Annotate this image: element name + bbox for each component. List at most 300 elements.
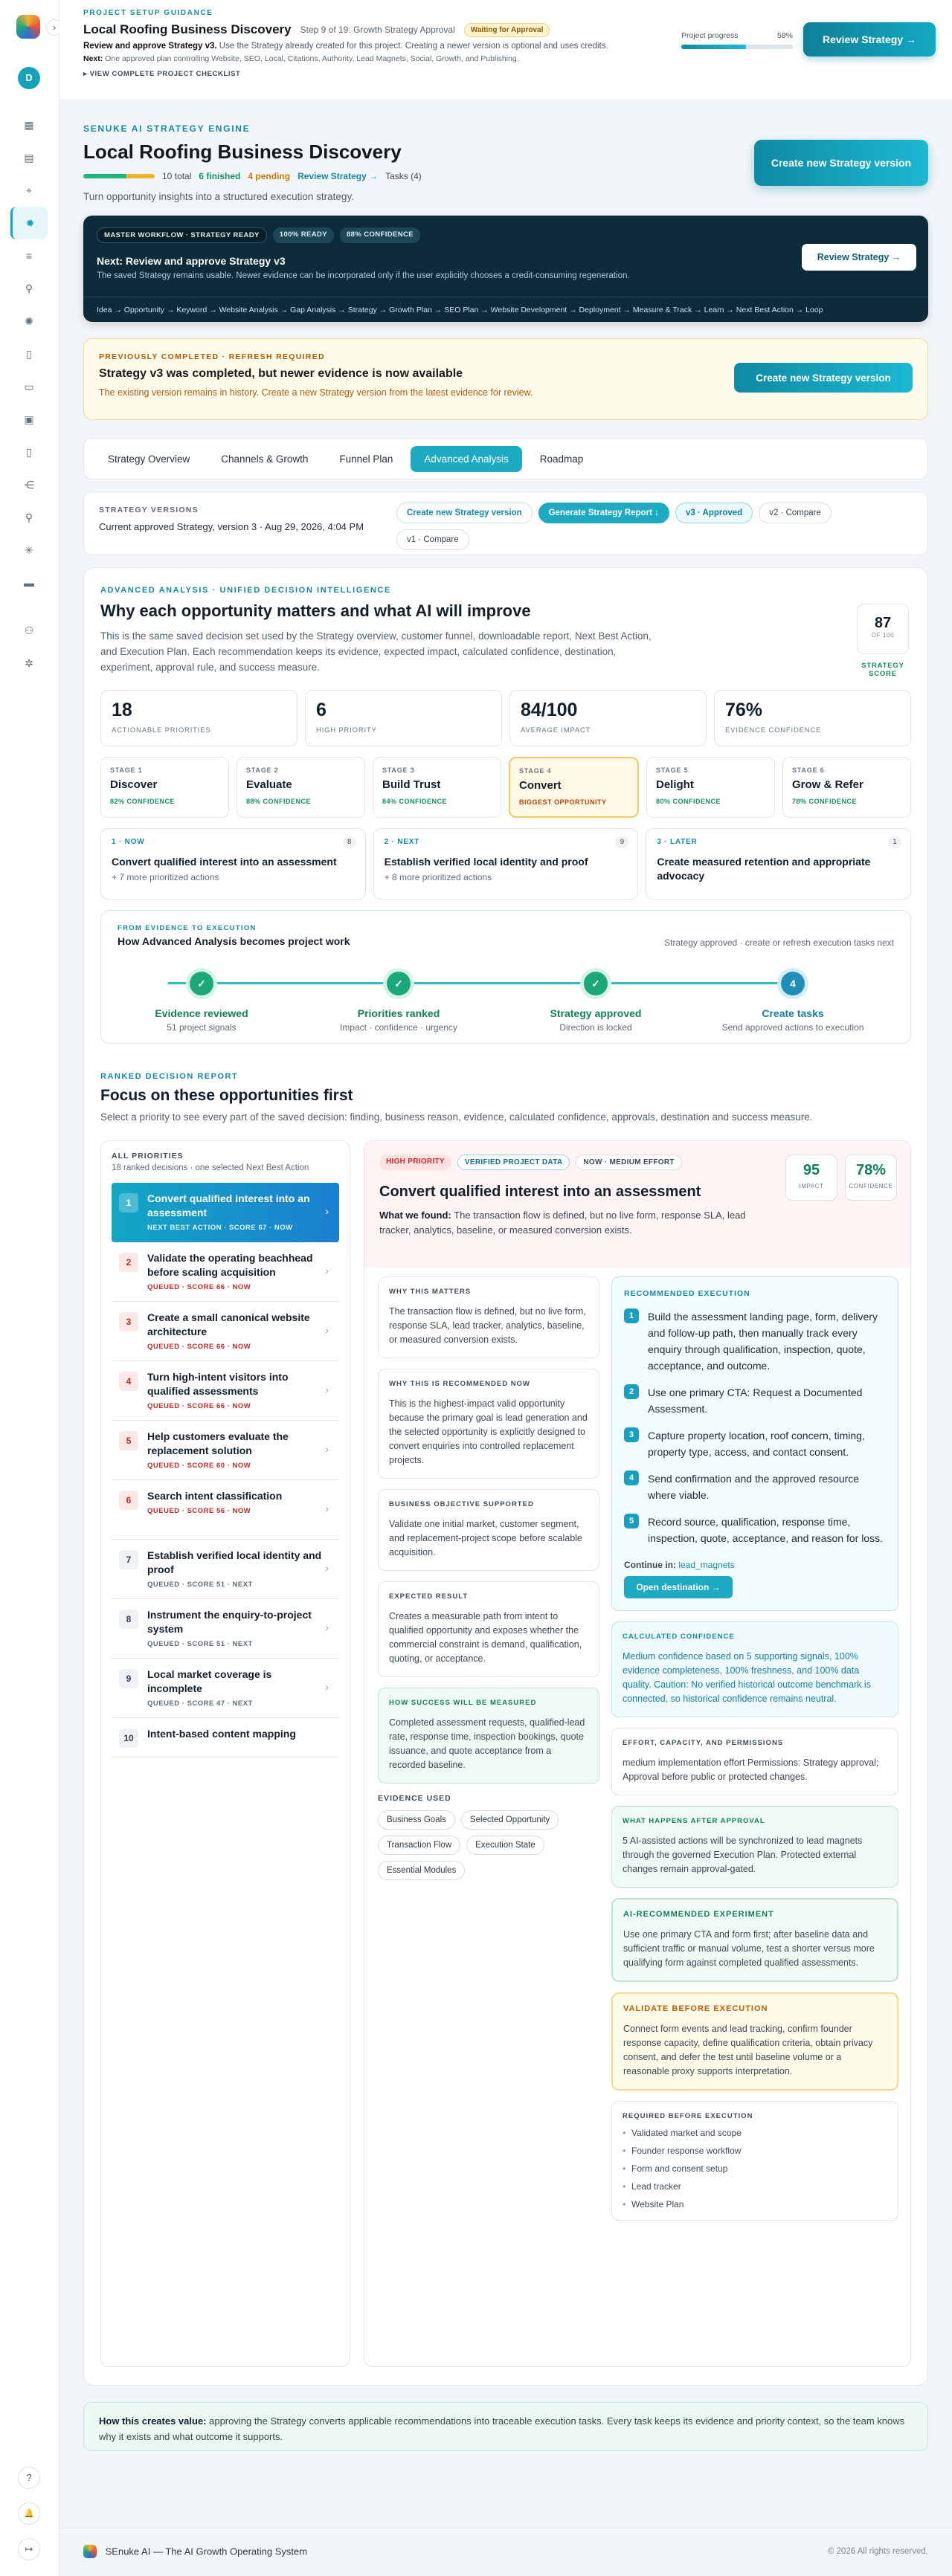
version-v1-chip[interactable]: v1 · Compare: [396, 529, 469, 550]
priority-title: Convert qualified interest into an assessment: [147, 1192, 310, 1218]
stage-name: Delight: [656, 778, 694, 791]
list-item[interactable]: [112, 1659, 339, 1718]
flow-step-desc: Direction is locked: [559, 1022, 632, 1033]
priority-meta: QUEUED · SCORE 66 · NOW: [147, 1343, 251, 1351]
sidebar-item-ai[interactable]: [10, 305, 48, 338]
chevron-right-icon: ›: [325, 1324, 329, 1336]
list-item[interactable]: [112, 1421, 339, 1480]
list-item[interactable]: [112, 1718, 339, 1757]
flow-status: Strategy approved · create or refresh execution tasks next: [664, 937, 894, 948]
horizon-title: Convert qualified interest into an assessment: [112, 856, 337, 868]
kpi-value: 76%: [725, 700, 763, 720]
kpi-row: [100, 690, 911, 746]
refresh-create-version-button[interactable]: Create new Strategy version: [734, 363, 913, 393]
guidance-description: Review and approve Strategy v3. Use the Strategy already created for this project. Creating a newer version is optional and uses credits.: [83, 42, 608, 51]
report-title: Focus on these opportunities first: [100, 1087, 353, 1104]
score-label: STRATEGY SCORE: [861, 662, 904, 678]
card-body: medium implementation effort Permissions: Strategy approval; Approval before public or protected changes.: [623, 1757, 879, 1782]
evidence-chip[interactable]: Transaction Flow: [378, 1836, 460, 1855]
create-strategy-version-button[interactable]: Create new Strategy version: [754, 140, 928, 186]
data-source-tag: VERIFIED PROJECT DATA: [457, 1155, 570, 1170]
kpi-card: [714, 690, 911, 746]
kpi-label: HIGH PRIORITY: [316, 726, 377, 735]
notifications-button[interactable]: [18, 2502, 40, 2525]
stage-name: Convert: [519, 779, 562, 792]
kpi-card: [100, 690, 298, 746]
brand-logo[interactable]: [16, 15, 40, 39]
confidence-label: CONFIDENCE: [849, 1183, 893, 1189]
view-checklist-link[interactable]: ▸ VIEW COMPLETE PROJECT CHECKLIST: [83, 70, 241, 78]
tab-channels-growth[interactable]: Channels & Growth: [208, 446, 321, 472]
card-heading: WHAT HAPPENS AFTER APPROVAL: [623, 1817, 765, 1825]
tab-funnel-plan[interactable]: Funnel Plan: [326, 446, 406, 472]
sidebar-item-dashboard[interactable]: [10, 109, 48, 141]
after-approval-card: [611, 1806, 898, 1888]
open-destination-button[interactable]: Open destination →: [624, 1576, 733, 1598]
sidebar-item-documents[interactable]: [10, 338, 48, 370]
card-body: Connect form events and lead tracking, confirm founder response capacity, define qualification criteria, obtain privacy consent, and defer the test until baseline volume or a reasonable proxy supports interpretation.: [623, 2024, 873, 2076]
priority-meta: QUEUED · SCORE 51 · NEXT: [147, 1640, 253, 1648]
search-icon: ⚲: [25, 282, 33, 294]
priority-meta: QUEUED · SCORE 51 · NEXT: [147, 1581, 253, 1589]
footer-copyright: © 2026 All rights reserved.: [827, 2547, 928, 2556]
sidebar-item-website[interactable]: [10, 403, 48, 436]
kpi-value: 6: [316, 700, 327, 720]
sidebar-item-team[interactable]: [10, 614, 48, 647]
check-icon: ✓: [584, 972, 608, 995]
priority-list-subtitle: 18 ranked decisions · one selected Next Best Action: [112, 1163, 309, 1172]
card-body: 5 AI-assisted actions will be synchronized to lead magnets through the governed Execution Plan. Protected external changes remain approval-gated.: [623, 1836, 863, 1874]
ready-pill: 100% READY: [273, 227, 334, 243]
evidence-chip[interactable]: Selected Opportunity: [461, 1810, 559, 1830]
sidebar-item-automation[interactable]: [10, 534, 48, 566]
versions-create-button[interactable]: Create new Strategy version: [396, 503, 533, 523]
version-v2-chip[interactable]: v2 · Compare: [759, 503, 832, 523]
detail-title: Convert qualified interest into an assessment: [379, 1184, 701, 1200]
kpi-card: [509, 690, 707, 746]
card-body: Creates a measurable path from intent to qualified opportunity and exposes whether the commercial constraint is demand, qualification, quoting, or acceptance.: [389, 1611, 582, 1664]
progress-bar: [681, 45, 793, 49]
requirement-item: • Founder response workflow: [623, 2146, 887, 2156]
workflow-pill: MASTER WORKFLOW · STRATEGY READY: [97, 227, 267, 243]
card-body: The transaction flow is defined, but no live form, response SLA, lead tracker, analytics, baseline, or measured conversion exists.: [389, 1306, 586, 1345]
horizon-next[interactable]: [373, 828, 639, 900]
engine-eyebrow: SENUKE AI STRATEGY ENGINE: [83, 123, 251, 134]
impact-value: 95: [803, 1162, 820, 1178]
priority-meta: QUEUED · SCORE 47 · NEXT: [147, 1699, 253, 1708]
advanced-description: This is the same saved decision set used by the Strategy overview, customer funnel, downloadable report, Next Best Action, and Execution Plan. Each recommendation keeps its evidence, expected impact, calculated confidence, destination, experiment, approval rule, and success measure.: [100, 630, 652, 673]
priority-list-title: ALL PRIORITIES: [112, 1152, 184, 1161]
card-heading: RECOMMENDED EXECUTION: [624, 1289, 750, 1298]
guidance-eyebrow: PROJECT SETUP GUIDANCE: [83, 9, 213, 17]
workflow-chain: Idea → Opportunity → Keyword → Website Analysis → Gap Analysis → Strategy → Growth Plan → SEO Plan → Website Development → Deployment → Measure & Track → Learn → Next Best Action → Loop: [83, 297, 928, 322]
evidence-chips: [378, 1810, 599, 1880]
gear-icon: ✳: [25, 543, 33, 556]
card-heading: EFFORT, CAPACITY, AND PERMISSIONS: [623, 1739, 784, 1747]
priority-rank: 3: [119, 1312, 138, 1331]
flow-step-desc: Send approved actions to execution: [721, 1022, 864, 1033]
sidebar-nav: [10, 109, 48, 679]
card-heading: EXPECTED RESULT: [389, 1592, 469, 1601]
chevron-right-icon: ›: [325, 1205, 329, 1217]
advanced-title: Why each opportunity matters and what AI will improve: [100, 601, 531, 620]
master-description: The saved Strategy remains usable. Newer evidence can be incorporated only if the user explicitly chooses a credit-consuming regeneration.: [97, 271, 630, 280]
setup-guidance-bar: [60, 0, 952, 100]
step-number: 1: [624, 1308, 639, 1323]
required-card: [611, 2101, 898, 2221]
folder-icon: ▤: [24, 151, 34, 164]
priority-title: Establish verified local identity and proof: [147, 1549, 322, 1575]
strategy-score: [855, 604, 911, 678]
report-icon: ▭: [24, 380, 34, 393]
master-workflow-panel: [83, 216, 928, 322]
priority-title: Create a small canonical website architecture: [147, 1311, 310, 1337]
settings-icon: ✲: [25, 656, 33, 669]
card-body: This is the highest-impact valid opportunity because the primary goal is lead generation and the selected opportunity is explicitly designed to convert enquiries into controlled replacement projects.: [389, 1398, 588, 1465]
user-key-icon: ⚇: [24, 624, 34, 636]
flow-step-name: Evidence reviewed: [155, 1007, 248, 1019]
sidebar-item-share[interactable]: [10, 468, 48, 501]
stage-card-convert[interactable]: [509, 757, 639, 818]
stage-card-delight[interactable]: [646, 757, 775, 818]
sidebar-toggle-button[interactable]: ›: [46, 19, 62, 36]
refresh-required-banner: [83, 338, 928, 420]
priority-rank: 4: [119, 1372, 138, 1391]
main-content: [83, 123, 928, 2451]
stage-confidence: 80% CONFIDENCE: [656, 798, 721, 805]
stage-key: STAGE 4: [519, 767, 552, 775]
strategy-icon: ✹: [25, 216, 35, 229]
horizon-title: Create measured retention and appropriate advocacy: [657, 856, 871, 882]
card-heading: CALCULATED CONFIDENCE: [623, 1633, 735, 1641]
current-version-text: Current approved Strategy, version 3 · Aug 29, 2026, 4:04 PM: [99, 521, 364, 532]
kpi-label: AVERAGE IMPACT: [521, 726, 591, 735]
evidence-to-execution: [100, 910, 911, 1044]
execution-step: Use one primary CTA: Request a Documented Assessment.: [648, 1387, 863, 1415]
horizon-count: 8: [343, 836, 356, 848]
flow-step-desc: Impact · confidence · urgency: [339, 1022, 458, 1033]
requirements-list: [623, 2128, 887, 2209]
sidebar-item-billing[interactable]: [10, 566, 48, 599]
sidebar-item-projects[interactable]: [10, 141, 48, 174]
priority-list: [100, 1140, 350, 2367]
tab-advanced-analysis[interactable]: Advanced Analysis: [411, 446, 521, 472]
stage-card-build-trust[interactable]: [373, 757, 501, 818]
dashboard-icon: ▦: [24, 118, 34, 131]
flow-eyebrow: FROM EVIDENCE TO EXECUTION: [118, 924, 257, 932]
continue-target-link[interactable]: lead_magnets: [678, 1560, 735, 1570]
evidence-heading: EVIDENCE USED: [378, 1794, 451, 1803]
list-item[interactable]: [112, 1183, 339, 1242]
priority-title: Turn high-intent visitors into qualified assessments: [147, 1371, 289, 1397]
horizon-key: 1 · NOW: [112, 838, 145, 846]
sidebar-item-local[interactable]: [10, 174, 48, 207]
priority-meta: QUEUED · SCORE 56 · NOW: [147, 1507, 251, 1515]
funnel-stages: [100, 757, 911, 818]
project-progress: [681, 31, 793, 49]
stage-name: Discover: [110, 778, 158, 791]
why-matters-card: [378, 1276, 599, 1358]
evidence-chip[interactable]: Essential Modules: [378, 1861, 465, 1880]
card-heading: VALIDATE BEFORE EXECUTION: [623, 2004, 768, 2013]
bell-icon: 🔔: [24, 2509, 34, 2518]
refresh-title: Strategy v3 was completed, but newer evidence is now available: [99, 367, 463, 380]
priority-meta: NEXT BEST ACTION · SCORE 67 · NOW: [147, 1224, 293, 1232]
sidebar-item-research[interactable]: [10, 501, 48, 534]
list-item[interactable]: [112, 1302, 339, 1361]
priority-meta: QUEUED · SCORE 60 · NOW: [147, 1462, 251, 1470]
score-value: 87: [874, 615, 892, 631]
stage-key: STAGE 2: [246, 766, 279, 774]
execution-step: Capture property location, roof concern, timing, property type, access, and contact consent.: [648, 1430, 865, 1458]
horizon-count: 1: [888, 836, 901, 848]
check-icon: ✓: [190, 972, 213, 995]
horizon-now[interactable]: [100, 828, 366, 900]
tab-strategy-overview[interactable]: Strategy Overview: [94, 446, 203, 472]
help-button[interactable]: ?: [18, 2467, 40, 2489]
priority-rank: 1: [119, 1193, 138, 1213]
step-number: 2: [624, 1384, 639, 1399]
priority-rank: 10: [119, 1728, 138, 1748]
list-item[interactable]: [112, 1242, 339, 1302]
step-number: 4: [624, 1471, 639, 1485]
chevron-right-icon: ›: [325, 1502, 329, 1514]
review-strategy-button[interactable]: Review Strategy →: [803, 22, 936, 57]
evidence-chip[interactable]: Business Goals: [378, 1810, 455, 1830]
page-title: Local Roofing Business Discovery: [83, 141, 402, 163]
flow-step-approved: [533, 972, 659, 1033]
sidebar-item-content[interactable]: [10, 436, 48, 468]
master-review-button[interactable]: Review Strategy →: [802, 244, 916, 271]
sparkle-icon: ✺: [25, 314, 33, 327]
success-measure-card: [378, 1688, 599, 1783]
calculated-confidence-card: [611, 1621, 898, 1717]
stage-key: STAGE 5: [656, 766, 689, 774]
detail-left-column: [378, 1276, 599, 2231]
pending-count: 4 pending: [248, 171, 291, 181]
flow-step-name: Strategy approved: [550, 1007, 642, 1019]
card-body: Use one primary CTA and form first; after baseline data and sufficient traffic or manual volume, test a shorter versus more qualifying form against completed qualified assessments.: [623, 1929, 875, 1968]
chevron-right-icon: ›: [325, 1681, 329, 1693]
location-pin-icon: ⌖: [26, 184, 32, 196]
recommended-now-card: [378, 1369, 599, 1479]
execution-step: Record source, qualification, response time, inspection, quote, acceptance, and reason for loss.: [648, 1516, 883, 1544]
list-icon: ≡: [25, 250, 33, 262]
hero-subtitle: Turn opportunity insights into a structured execution strategy.: [83, 191, 354, 202]
flow-step-create-tasks[interactable]: [718, 972, 867, 1033]
kpi-value: 84/100: [521, 700, 578, 720]
status-badge: Waiting for Approval: [464, 23, 550, 37]
avatar[interactable]: D: [18, 67, 40, 89]
generate-report-button[interactable]: Generate Strategy Report ↓: [538, 503, 669, 523]
sidebar-item-strategy[interactable]: [10, 207, 48, 239]
review-strategy-link[interactable]: Review Strategy →: [298, 171, 379, 181]
tasks-link[interactable]: Tasks (4): [385, 171, 422, 181]
page-icon: ▯: [26, 445, 32, 458]
card-icon: ▬: [24, 577, 34, 589]
card-heading: AI-RECOMMENDED EXPERIMENT: [623, 1910, 774, 1919]
list-item[interactable]: [112, 1480, 339, 1540]
kpi-value: 18: [112, 700, 132, 720]
stage-confidence: 78% CONFIDENCE: [792, 798, 858, 805]
priority-title: Search intent classification: [147, 1490, 283, 1502]
advanced-eyebrow: ADVANCED ANALYSIS · UNIFIED DECISION INTELLIGENCE: [100, 586, 391, 595]
master-title: Next: Review and approve Strategy v3: [97, 255, 286, 267]
progress-label: Project progress: [681, 31, 739, 40]
guidance-next: Next: One approved plan controlling Website, SEO, Local, Citations, Authority, Lead Magnets, Social, Growth, and Publishing.: [83, 54, 519, 63]
stage-name: Evaluate: [246, 778, 292, 791]
stage-confidence: 82% CONFIDENCE: [110, 798, 176, 805]
versions-eyebrow: STRATEGY VERSIONS: [99, 506, 199, 514]
step-number: 4: [781, 972, 805, 995]
priority-rank: 2: [119, 1253, 138, 1272]
strategy-tabs: [83, 438, 928, 480]
detail-finding: What we found: The transaction flow is defined, but no live form, response SLA, lead tracker, analytics, baseline, or measured conversion exists.: [379, 1210, 746, 1236]
stage-card-evaluate[interactable]: [237, 757, 365, 818]
expected-result-card: [378, 1581, 599, 1677]
sidebar-item-settings[interactable]: [10, 647, 48, 679]
flow-step-name: Priorities ranked: [357, 1007, 440, 1019]
card-body: Validate one initial market, customer segment, and replacement-project scope before scalable acquisition.: [389, 1519, 582, 1557]
stage-key: STAGE 6: [792, 766, 825, 774]
logout-button[interactable]: [18, 2538, 40, 2560]
execution-step: Send confirmation and the approved resource where viable.: [648, 1473, 860, 1501]
flow-step-evidence: [138, 972, 265, 1033]
list-item[interactable]: [112, 1361, 339, 1421]
version-v3-chip[interactable]: v3 · Approved: [675, 503, 753, 523]
card-heading: BUSINESS OBJECTIVE SUPPORTED: [389, 1500, 534, 1508]
horizon-key: 3 · LATER: [657, 838, 698, 846]
flow-step-desc: 51 project signals: [167, 1022, 237, 1033]
effort-tag: NOW · MEDIUM EFFORT: [576, 1155, 681, 1170]
flow-step-priorities: [335, 972, 462, 1033]
check-icon: ✓: [387, 972, 411, 995]
requirement-item: • Validated market and scope: [623, 2128, 887, 2138]
score-of: OF 100: [871, 632, 895, 639]
card-heading: WHY THIS MATTERS: [389, 1288, 472, 1296]
advanced-analysis-panel: [83, 567, 928, 2386]
priority-rank: 6: [119, 1491, 138, 1510]
progress-value: 58%: [776, 31, 793, 40]
footer-brand: SEnuke AI — The AI Growth Operating System: [105, 2546, 308, 2557]
step-number: 5: [624, 1514, 639, 1529]
kpi-card: [305, 690, 502, 746]
evidence-chip[interactable]: Execution State: [466, 1836, 544, 1855]
objective-card: [378, 1489, 599, 1571]
horizon-more: + 8 more prioritized actions: [384, 872, 492, 882]
report-eyebrow: RANKED DECISION REPORT: [100, 1072, 239, 1081]
chevron-right-icon: ›: [325, 1384, 329, 1395]
impact-label: IMPACT: [799, 1183, 824, 1189]
project-title: Local Roofing Business Discovery: [83, 22, 292, 36]
sidebar-item-keywords[interactable]: [10, 272, 48, 305]
share-icon: ⋲: [24, 478, 34, 491]
chevron-right-icon: ›: [325, 1265, 329, 1276]
card-heading: HOW SUCCESS WILL BE MEASURED: [389, 1699, 537, 1707]
confidence-metric: [845, 1155, 897, 1201]
chevron-right-icon: ›: [325, 1621, 329, 1633]
task-progress-bar: [83, 174, 155, 178]
kpi-label: EVIDENCE CONFIDENCE: [725, 726, 822, 735]
finished-count: 6 finished: [199, 171, 241, 181]
progress-fill: [681, 45, 746, 49]
priority-title: Intent-based content mapping: [147, 1728, 296, 1740]
confidence-pill: 88% CONFIDENCE: [340, 227, 420, 243]
sidebar: [0, 0, 60, 2576]
list-item[interactable]: [112, 1540, 339, 1599]
version-actions: [396, 503, 872, 550]
total-count: 10 total: [162, 171, 192, 181]
priority-rank: 7: [119, 1550, 138, 1569]
strategy-versions: [83, 491, 928, 555]
continue-in: Continue in: lead_magnets: [624, 1560, 735, 1570]
experiment-card: [611, 1898, 898, 1982]
stage-key: STAGE 1: [110, 766, 143, 774]
list-item[interactable]: [112, 1599, 339, 1659]
priority-rank: 5: [119, 1431, 138, 1450]
horizon-more: + 7 more prioritized actions: [112, 872, 219, 882]
requirement-item: • Form and consent setup: [623, 2163, 887, 2174]
requirement-item: • Website Plan: [623, 2199, 887, 2209]
priority-meta: QUEUED · SCORE 66 · NOW: [147, 1283, 251, 1291]
tab-roadmap[interactable]: Roadmap: [527, 446, 597, 472]
detail-right-column: [611, 1276, 898, 2231]
footer-logo: [83, 2545, 97, 2558]
flow-title: How Advanced Analysis becomes project work: [118, 935, 350, 947]
sidebar-item-lists[interactable]: [10, 239, 48, 272]
priority-rank: 8: [119, 1610, 138, 1629]
ranked-decision-report: [100, 1072, 911, 2367]
effort-card: [611, 1728, 898, 1795]
validate-card: [611, 1992, 898, 2091]
flow-step-name: Create tasks: [762, 1007, 824, 1019]
logout-icon: ↦: [25, 2543, 33, 2554]
chevron-right-icon: ›: [325, 1562, 329, 1574]
sidebar-item-reports[interactable]: [10, 370, 48, 403]
detail-header: [364, 1141, 910, 1268]
priority-detail: [364, 1140, 911, 2367]
step-number: 3: [624, 1427, 639, 1442]
page-footer: [60, 2528, 952, 2576]
value-banner: How this creates value: approving the Strategy converts applicable recommendations into traceable execution tasks. Every task keeps its evidence and priority context, so the team knows why it exists and what outcome it supports.: [83, 2402, 928, 2451]
horizon-title: Establish verified local identity and proof: [384, 856, 588, 868]
stage-name: Grow & Refer: [792, 778, 863, 791]
refresh-eyebrow: PREVIOUSLY COMPLETED · REFRESH REQUIRED: [99, 352, 325, 361]
requirement-item: • Lead tracker: [623, 2181, 887, 2192]
horizon-later[interactable]: [646, 828, 911, 900]
priority-rank: 9: [119, 1669, 138, 1688]
card-heading: WHY THIS IS RECOMMENDED NOW: [389, 1380, 530, 1388]
priority-title: Validate the operating beachhead before scaling acquisition: [147, 1252, 313, 1278]
impact-metric: [785, 1155, 837, 1201]
step-indicator: Step 9 of 19: Growth Strategy Approval: [300, 25, 455, 35]
time-horizons: [100, 828, 911, 900]
stage-confidence: 84% CONFIDENCE: [382, 798, 448, 805]
priority-meta: QUEUED · SCORE 66 · NOW: [147, 1402, 251, 1410]
priority-title: Local market coverage is incomplete: [147, 1668, 272, 1694]
stage-card-grow-refer[interactable]: [782, 757, 911, 818]
report-description: Select a priority to see every part of the saved decision: finding, business reason, evidence, calculated confidence, approvals, destination and success measure.: [100, 1111, 813, 1123]
chevron-right-icon: ›: [325, 1443, 329, 1455]
stage-confidence: BIGGEST OPPORTUNITY: [519, 798, 607, 806]
recommended-execution: [611, 1276, 898, 1611]
kpi-label: ACTIONABLE PRIORITIES: [112, 726, 211, 735]
stage-key: STAGE 3: [382, 766, 415, 774]
priority-title: Help customers evaluate the replacement solution: [147, 1430, 289, 1456]
execution-step: Build the assessment landing page, form, delivery and follow-up path, then manually track every enquiry through qualification, inspection, quote, acceptance, and outcome.: [648, 1311, 878, 1372]
confidence-value: 78%: [855, 1162, 887, 1178]
stage-card-discover[interactable]: [100, 757, 229, 818]
